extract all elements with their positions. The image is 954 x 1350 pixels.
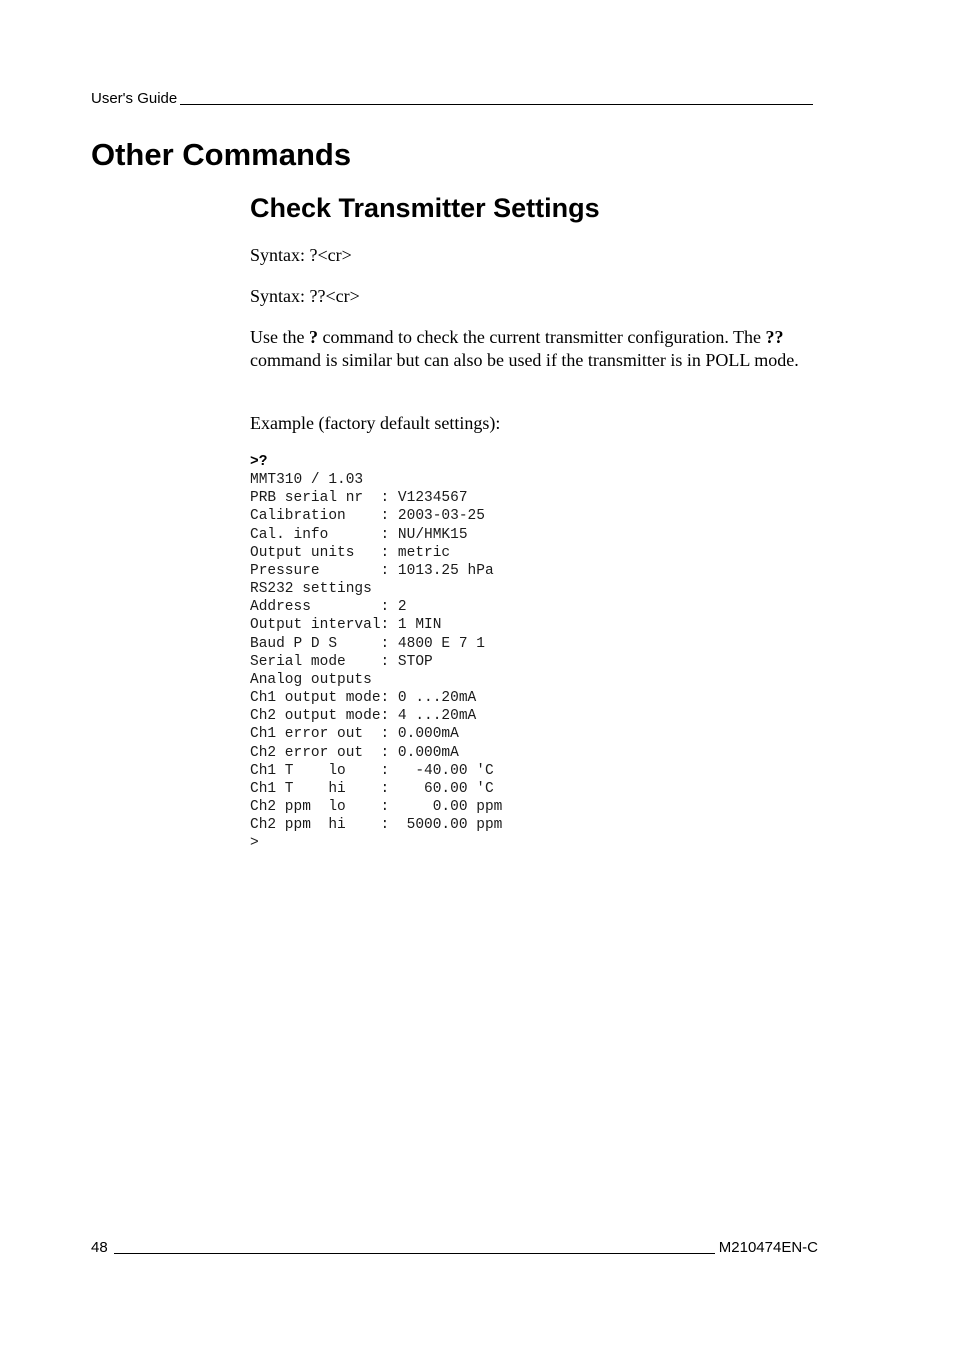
code-line: Address : 2	[250, 599, 407, 616]
code-line: Ch2 ppm hi : 5000.00 ppm	[250, 817, 503, 834]
code-line: RS232 settings	[250, 581, 372, 598]
code-line: Serial mode : STOP	[250, 653, 433, 670]
code-line: >	[250, 835, 259, 852]
chapter-title: Other Commands	[91, 137, 352, 172]
description-text-3: command is similar but can also be used if the transmitter is in POLL mode.	[250, 349, 799, 370]
code-line: Output interval: 1 MIN	[250, 617, 442, 634]
command-question: ?	[308, 327, 318, 347]
code-line: Analog outputs	[250, 671, 372, 688]
code-line: Ch2 output mode: 4 ...20mA	[250, 708, 477, 725]
code-line: Ch2 ppm lo : 0.00 ppm	[250, 798, 503, 815]
example-output	[250, 453, 502, 852]
section-title: Check Transmitter Settings	[250, 193, 600, 223]
code-line: Ch2 error out : 0.000mA	[250, 744, 459, 761]
code-line: Baud P D S : 4800 E 7 1	[250, 635, 485, 652]
code-line: Ch1 error out : 0.000mA	[250, 726, 459, 743]
example-prompt: >?	[250, 454, 268, 470]
code-line: PRB serial nr : V1234567	[250, 490, 468, 507]
example-label: Example (factory default settings):	[250, 413, 501, 433]
command-double-question: ??	[765, 327, 784, 347]
code-line: Ch1 output mode: 0 ...20mA	[250, 690, 477, 707]
footer-rule	[114, 1253, 715, 1254]
description-text-2: command to check the current transmitter configuration. The	[317, 327, 766, 347]
description-text-1: Use the	[250, 327, 309, 347]
code-line: MMT310 / 1.03	[250, 472, 364, 489]
code-line: Output units : metric	[250, 544, 451, 561]
page-header	[91, 90, 813, 108]
syntax-line-2: Syntax: ??<cr>	[250, 286, 360, 306]
page-footer	[91, 1239, 818, 1257]
description-paragraph	[250, 326, 822, 371]
example-lines	[250, 471, 502, 852]
code-line: Calibration : 2003-03-25	[250, 508, 485, 525]
document-code: M210474EN-C	[718, 1239, 818, 1256]
code-line: Cal. info : NU/HMK15	[250, 526, 468, 543]
header-title: User's Guide	[91, 90, 178, 107]
header-rule	[180, 104, 813, 105]
code-line: Ch1 T lo : -40.00 'C	[250, 762, 494, 779]
code-line: Ch1 T hi : 60.00 'C	[250, 780, 494, 797]
syntax-line-1: Syntax: ?<cr>	[250, 245, 352, 265]
page-number: 48	[91, 1239, 108, 1256]
code-line: Pressure : 1013.25 hPa	[250, 562, 494, 579]
